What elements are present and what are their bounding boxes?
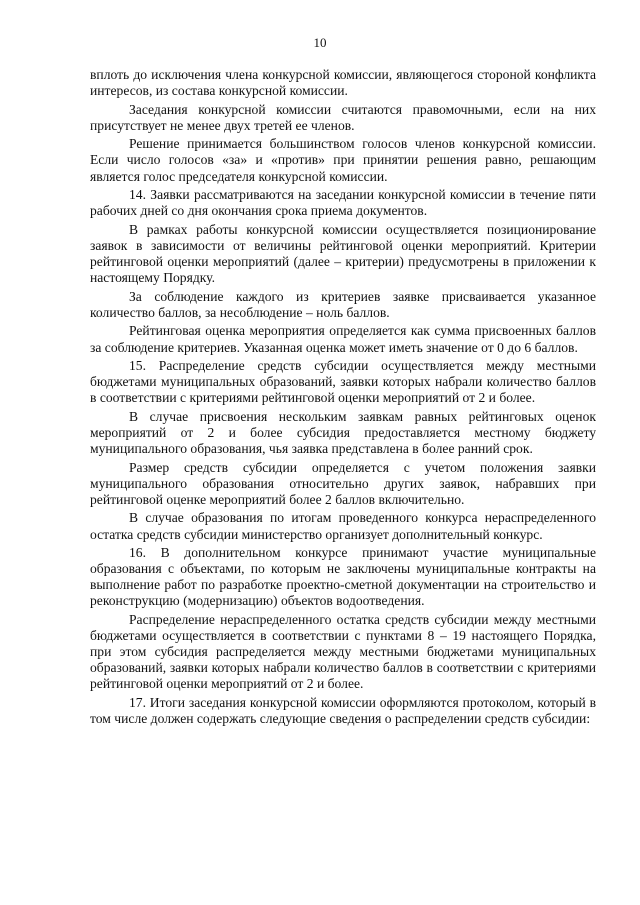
paragraph-quorum: Заседания конкурсной комиссии считаются правомочными, если на них присутствует не менее двух третей ее членов. [90, 101, 596, 133]
page-number: 10 [313, 35, 327, 50]
paragraph-remaining-distribution: Распределение нераспределенного остатка средств субсидии между местными бюджетами осуществляется в соответствии с пунктами 8 – 19 настоящего Порядка, при этом субсидия распределяется между местными бюджетами муниципальных образований, заявки которых набрали количество баллов в соответствии с критериями рейтинговой оценки мероприятий от 2 и более. [90, 612, 596, 692]
paragraph-item-14: 14. Заявки рассматриваются на заседании конкурсной комиссии в течение пяти рабочих дней со дня окончания срока приема документов. [90, 187, 596, 219]
paragraph-decision: Решение принимается большинством голосов членов конкурсной комиссии. Если число голосов «за» и «против» при принятии решения равно, решающим является голос председателя конкурсной комиссии. [90, 136, 596, 184]
paragraph-item-16: 16. В дополнительном конкурсе принимают участие муниципальные образования с объектами, по которым не заключены муниципальные контракты на выполнение работ по разработке проектно-сметной документации на строительство и реконструкцию (модернизацию) объектов водоотведения. [90, 545, 596, 609]
paragraph-positioning: В рамках работы конкурсной комиссии осуществляется позиционирование заявок в зависимости от величины рейтинговой оценки мероприятий. Критерии рейтинговой оценки мероприятий (далее – критерии) предусмотрены в приложении к настоящему Порядку. [90, 221, 596, 286]
paragraph-item-15: 15. Распределение средств субсидии осуществляется между местными бюджетами муниципальных образований, заявки которых набрали количество баллов в соответствии с критериями рейтинговой оценки мероприятий от 2 и более. [90, 358, 596, 406]
paragraph-criteria-points: За соблюдение каждого из критериев заявке присваивается указанное количество баллов, за несоблюдение – ноль баллов. [90, 288, 596, 320]
paragraph-subsidy-size: Размер средств субсидии определяется с учетом положения заявки муниципального образования относительно других заявок, набравших при рейтинговой оценке мероприятий более 2 баллов включительно. [90, 459, 596, 507]
paragraph-continuation: вплоть до исключения члена конкурсной комиссии, являющегося стороной конфликта интересов, из состава конкурсной комиссии. [90, 67, 596, 99]
paragraph-additional-contest: В случае образования по итогам проведенного конкурса нераспределенного остатка средств субсидии министерство организует дополнительный конкурс. [90, 510, 596, 542]
body-text [90, 67, 596, 730]
paragraph-item-17: 17. Итоги заседания конкурсной комиссии оформляются протоколом, который в том числе должен содержать следующие сведения о распределении средств субсидии: [90, 694, 596, 727]
paragraph-equal-ratings: В случае присвоения нескольким заявкам равных рейтинговых оценок мероприятий от 2 и более субсидия предоставляется местному бюджету муниципального образования, чья заявка представлена в более ранний срок. [90, 408, 596, 457]
paragraph-rating-score: Рейтинговая оценка мероприятия определяется как сумма присвоенных баллов за соблюдение критериев. Указанная оценка может иметь значение от 0 до 6 баллов. [90, 323, 596, 355]
